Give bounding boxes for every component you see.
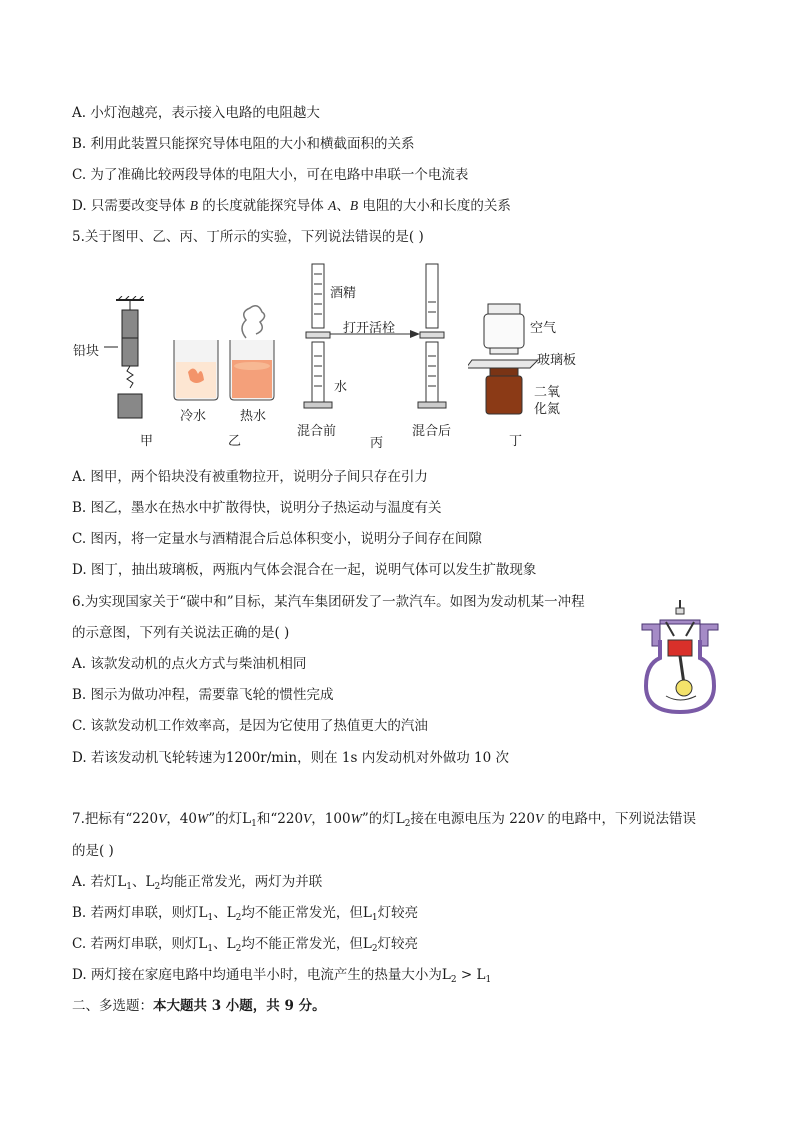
- q5-option-b: B. 图乙，墨水在热水中扩散得快，说明分子热运动与温度有关: [72, 500, 442, 516]
- figure-jia-lead-blocks: [70, 296, 170, 428]
- q7-option-b: B. 若两灯串联，则灯$L_1$、$L_2$均不能正常发光，但$L_1$灯较亮: [72, 905, 419, 923]
- q6-option-a: A. 该款发动机的点火方式与柴油机相同: [72, 656, 307, 672]
- q5-stem: 5.关于图甲、乙、丙、丁所示的实验，下列说法错误的是( ): [72, 229, 424, 245]
- caption-bing: 丙: [370, 436, 384, 451]
- q5-option-c: C. 图丙，将一定量水与酒精混合后总体积变小，说明分子间存在间隙: [72, 531, 482, 547]
- q5-option-a: A. 图甲，两个铅块没有被重物拉开，说明分子间只存在引力: [72, 469, 428, 485]
- label-open-valve: 打开活栓: [343, 321, 396, 336]
- label-hot-water: 热水: [240, 409, 267, 424]
- q6-stem-line1: 6.为实现国家关于“碳中和”目标，某汽车集团研发了一款汽车。如图为发动机某一冲程: [72, 594, 585, 610]
- q6-stem-line2: 的示意图，下列有关说法正确的是( ): [72, 625, 290, 641]
- label-glass-plate: 玻璃板: [537, 353, 577, 368]
- q4-option-c: C. 为了准确比较两段导体的电阻大小，可在电路中串联一个电流表: [72, 167, 469, 183]
- label-cold-water: 冷水: [180, 409, 207, 424]
- q4-option-a: A. 小灯泡越亮，表示接入电路的电阻越大: [72, 105, 320, 121]
- q6-option-c: C. 该款发动机工作效率高，是因为它使用了热值更大的汽油: [72, 718, 428, 734]
- label-water: 水: [334, 380, 348, 395]
- label-before-mixing: 混合前: [297, 424, 337, 439]
- label-after-mixing: 混合后: [412, 424, 452, 439]
- label-alcohol: 酒精: [330, 286, 357, 301]
- caption-ding: 丁: [509, 434, 523, 449]
- label-air: 空气: [530, 321, 557, 336]
- q4-option-d: D. 只需要改变导体 B 的长度就能探究导体 A、B 电阻的大小和长度的关系: [72, 198, 511, 214]
- q5-option-d: D. 图丁，抽出玻璃板，两瓶内气体会混合在一起，说明气体可以发生扩散现象: [72, 562, 537, 578]
- caption-yi: 乙: [228, 434, 242, 449]
- q6-option-d: D. 若该发动机飞轮转速为1200r/min，则在 1s 内发动机对外做功 10 次: [72, 750, 509, 766]
- q6-option-b: B. 图示为做功冲程，需要靠飞轮的惯性完成: [72, 687, 334, 703]
- q7-stem-line1: 7.把标有“220V，40W”的灯$L_1$和“220V，100W”的灯$L_2$接在电源电压为 220V 的电路中，下列说法错误: [72, 811, 697, 829]
- label-no2-1: 二氧: [534, 385, 561, 400]
- label-no2-2: 化氮: [534, 402, 561, 417]
- q7-option-a: A. 若灯$L_1$、$L_2$均能正常发光，两灯为并联: [72, 874, 323, 892]
- q7-option-d: D. 两灯接在家庭电路中均通电半小时，电流产生的热量大小为$L_2 > L_1$: [72, 967, 492, 985]
- caption-jia: 甲: [140, 434, 154, 449]
- figure-engine-stroke: [638, 600, 722, 716]
- section-heading-multiple-choice: 二、多选题：本大题共 3 小题，共 9 分。: [72, 998, 326, 1014]
- q4-option-b: B. 利用此装置只能探究导体电阻的大小和横截面积的关系: [72, 136, 415, 152]
- figure-yi-beakers: [168, 300, 280, 404]
- q7-option-c: C. 若两灯串联，则灯$L_1$、$L_2$均不能正常发光，但$L_2$灯较亮: [72, 936, 419, 954]
- label-lead-block: 铅块: [73, 344, 100, 359]
- q7-stem-line2: 的是( ): [72, 843, 114, 859]
- figure-bing-tubes: [300, 262, 470, 420]
